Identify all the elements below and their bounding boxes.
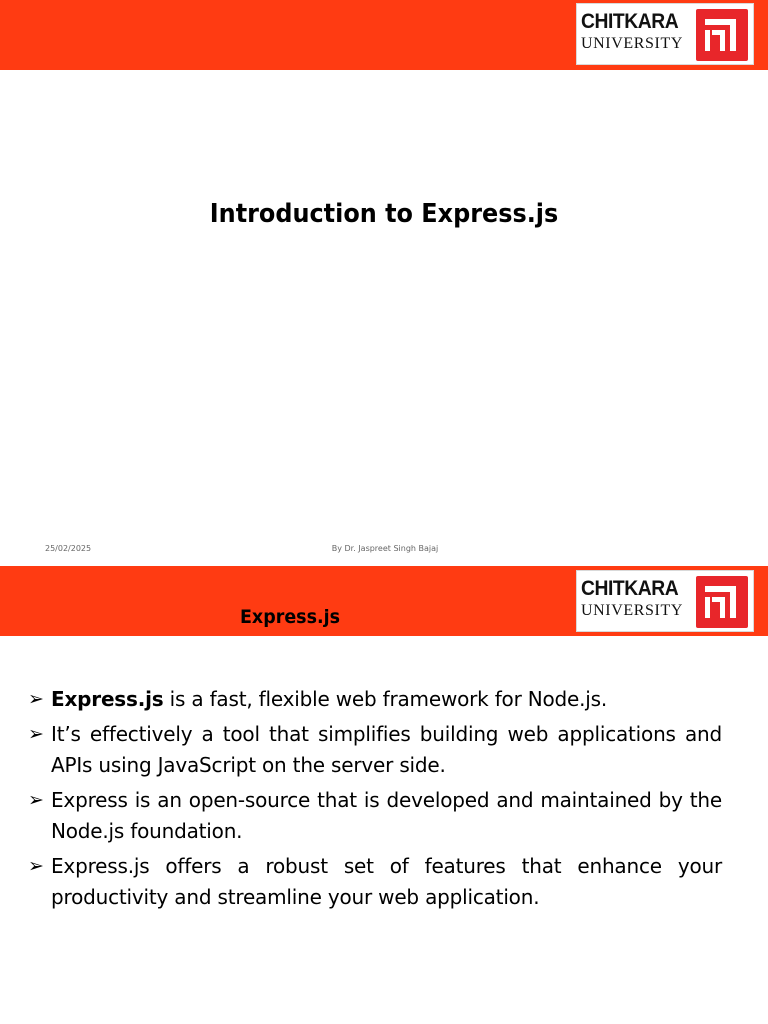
logo-name: CHITKARA: [581, 577, 679, 600]
bullet-text: Express.js offers a robust set of features that enhance your productivity and streamline your web application.: [51, 854, 722, 909]
arrow-bullet-icon: ➢: [28, 723, 44, 745]
bullet-text: is a fast, flexible web framework for Node.js.: [163, 687, 608, 711]
university-logo: [576, 570, 754, 632]
footer-date: 25/02/2025: [45, 544, 92, 553]
bullet-text: It’s effectively a tool that simplifies building web applications and APIs using JavaScript on the server side.: [51, 722, 722, 777]
logo-text: [581, 10, 693, 53]
slide-heading: Express.js: [239, 606, 341, 628]
arrow-bullet-icon: ➢: [28, 789, 44, 811]
logo-subtitle: UNIVERSITY: [581, 602, 683, 619]
arrow-bullet-icon: ➢: [28, 688, 44, 710]
logo-text: [581, 577, 693, 620]
chitkara-logo-mark-icon: [696, 576, 748, 628]
bullet-item: [28, 719, 722, 781]
bullet-text: Express is an open-source that is developed and maintained by the Node.js foundation.: [51, 788, 722, 843]
logo-name: CHITKARA: [581, 10, 679, 33]
logo-subtitle: UNIVERSITY: [581, 35, 683, 52]
chitkara-logo-mark-icon: [696, 9, 748, 61]
footer-author: By Dr. Jaspreet Singh Bajaj: [331, 544, 439, 553]
slide-express-overview: [0, 562, 768, 1024]
bullet-item: [28, 684, 722, 715]
bullet-bold: Express.js: [51, 687, 164, 711]
bullet-list: [28, 684, 722, 917]
university-logo: [576, 3, 754, 65]
arrow-bullet-icon: ➢: [28, 855, 44, 877]
bullet-item: [28, 851, 722, 913]
bullet-item: [28, 785, 722, 847]
page-title: Introduction to Express.js: [209, 199, 559, 230]
